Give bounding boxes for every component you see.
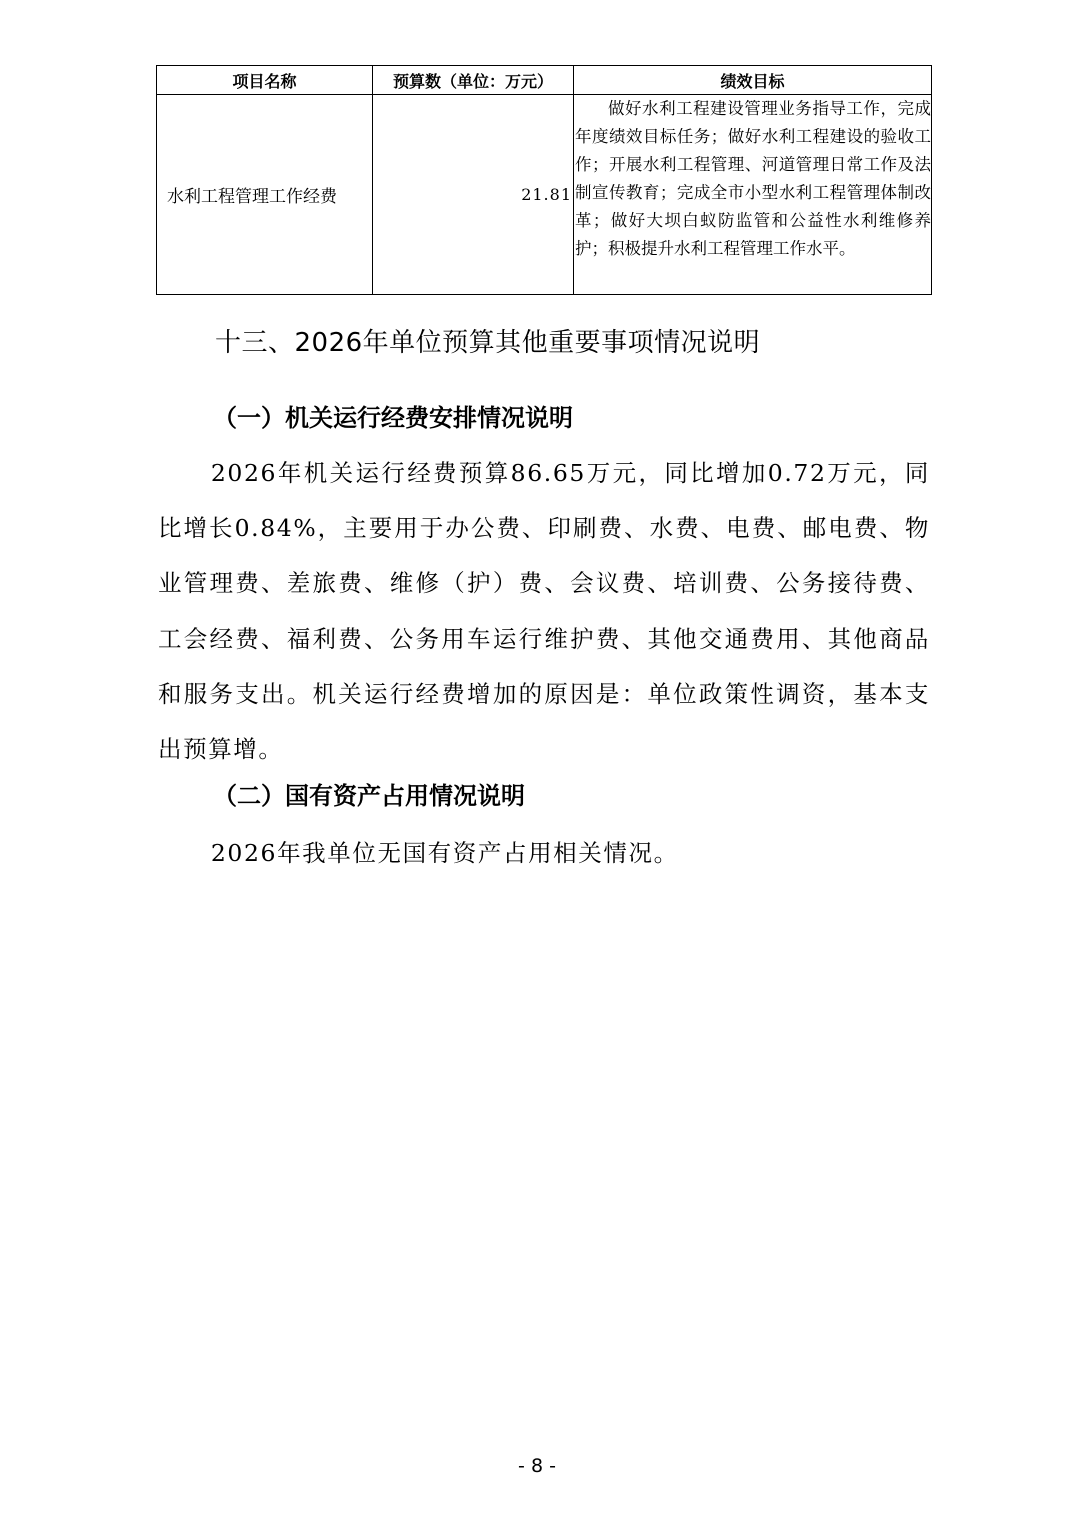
project-name-cell: 水利工程管理工作经费	[157, 95, 373, 295]
header-performance-goal: 绩效目标	[574, 66, 932, 95]
subsection-heading-state-assets: （二）国有资产占用情况说明	[213, 782, 525, 810]
header-budget-amount: 预算数（单位：万元）	[373, 66, 574, 95]
state-assets-paragraph: 2026年我单位无国有资产占用相关情况。	[210, 839, 679, 867]
table-header-row	[157, 66, 932, 95]
budget-amount-cell: 21.81	[373, 95, 574, 295]
operating-expenses-paragraph: 2026年机关运行经费预算86.65万元，同比增加0.72万元，同比增长0.84%，主要用于办公费、印刷费、水费、电费、邮电费、物业管理费、差旅费、维修（护）费、会议费、培训费、公务接待费、工会经费、福利费、公务用车运行维护费、其他交通费用、其他商品和服务支出。机关运行经费增加的原因是：单位政策性调资，基本支出预算增。	[158, 459, 930, 764]
subsection-heading-operating-expenses: （一）机关运行经费安排情况说明	[213, 404, 573, 432]
header-project-name: 项目名称	[157, 66, 373, 95]
page-number: - 8 -	[518, 1455, 556, 1477]
performance-goal-cell: 做好水利工程建设管理业务指导工作，完成年度绩效目标任务；做好水利工程建设的验收工作；开展水利工程管理、河道管理日常工作及法制宣传教育；完成全市小型水利工程管理体制改革；做好大坝白蚁防监管和公益性水利维修养护；积极提升水利工程管理工作水平。	[574, 95, 932, 295]
section-heading: 十三、2026年单位预算其他重要事项情况说明	[215, 328, 761, 358]
budget-table	[156, 65, 932, 295]
table-row	[157, 95, 932, 295]
